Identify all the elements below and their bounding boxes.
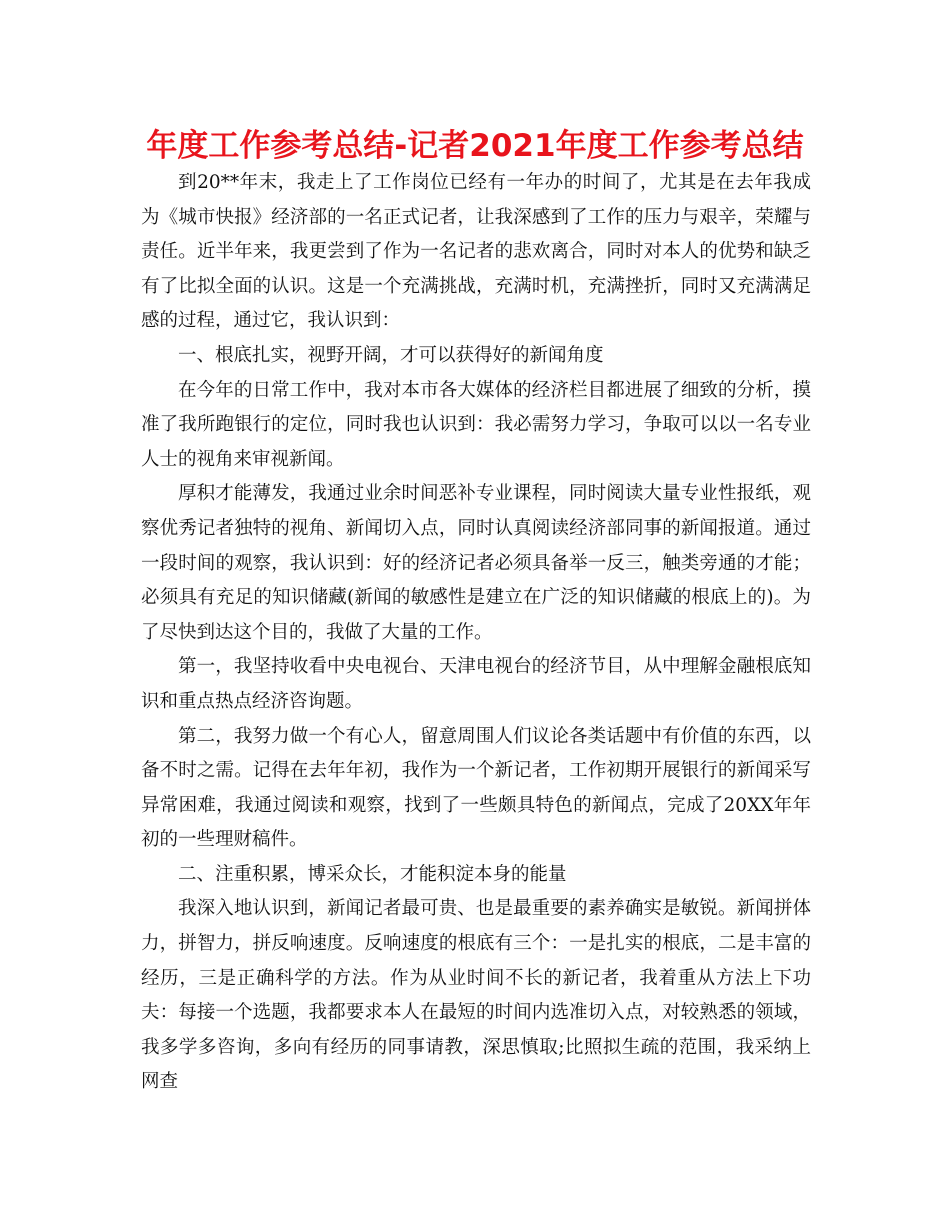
paragraph: 第一，我坚持收看中央电视台、天津电视台的经济节目，从中理解金融根底知识和重点热点经济咨询题。 <box>141 656 811 712</box>
section-heading: 一、根底扎实，视野开阔，才可以获得好的新闻角度 <box>178 344 604 366</box>
paragraph: 到20**年末，我走上了工作岗位已经有一年办的时间了，尤其是在去年我成为《城市快报》经济部的一名正式记者，让我深感到了工作的压力与艰辛，荣耀与责任。近半年来，我更尝到了作为一名记者的悲欢离合，同时对本人的优势和缺乏有了比拟全面的认识。这是一个充满挑战，充满时机，充满挫折，同时又充满满足感的过程，通过它，我认识到： <box>141 172 811 332</box>
document-title: 年度工作参考总结-记者2021年度工作参考总结 <box>146 128 804 164</box>
paragraph: 在今年的日常工作中，我对本市各大媒体的经济栏目都进展了细致的分析，摸准了我所跑银行的定位，同时我也认识到：我必需努力学习，争取可以以一名专业人士的视角来审视新闻。 <box>141 379 811 470</box>
paragraph: 我深入地认识到，新闻记者最可贵、也是最重要的素养确实是敏锐。新闻拼体力，拼智力，拼反响速度。反响速度的根底有三个：一是扎实的根底，二是丰富的经历，三是正确科学的方法。作为从业时间不长的新记者，我着重从方法上下功夫：每接一个选题，我都要求本人在最短的时间内选准切入点，对较熟悉的领域，我多学多咨询，多向有经历的同事请教，深思慎取;比照拟生疏的范围，我采纳上网查 <box>141 898 811 1093</box>
section-heading: 二、注重积累，博采众长，才能积淀本身的能量 <box>178 863 567 885</box>
paragraph: 第二，我努力做一个有心人，留意周围人们议论各类话题中有价值的东西，以备不时之需。记得在去年年初，我作为一个新记者，工作初期开展银行的新闻采写异常困难，我通过阅读和观察，找到了一些颇具特色的新闻点，完成了20XX年年初的一些理财稿件。 <box>141 725 811 851</box>
paragraph: 厚积才能薄发，我通过业余时间恶补专业课程，同时阅读大量专业性报纸，观察优秀记者独特的视角、新闻切入点，同时认真阅读经济部同事的新闻报道。通过一段时间的观察，我认识到：好的经济记者必须具备举一反三，触类旁通的才能；必须具有充足的知识储藏(新闻的敏感性是建立在广泛的知识储藏的根底上的)。为了尽快到达这个目的，我做了大量的工作。 <box>141 483 811 643</box>
document-body <box>141 166 811 1100</box>
